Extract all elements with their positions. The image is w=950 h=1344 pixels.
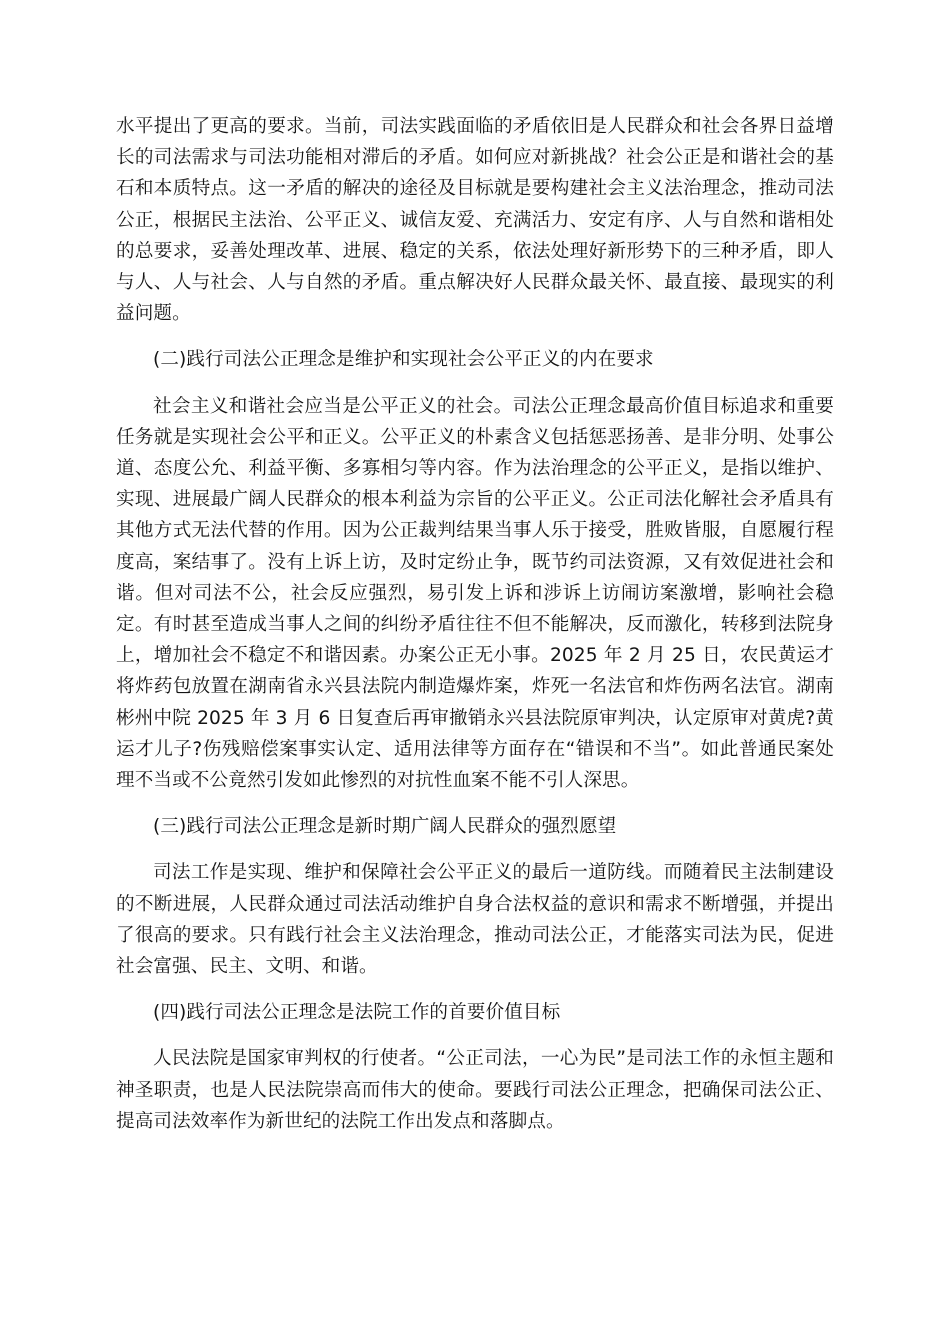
document-page bbox=[116, 111, 834, 1152]
section-heading-4: (四)践行司法公正理念是法院工作的首要价值目标 bbox=[153, 1002, 561, 1024]
paragraph-section-4: 人民法院是国家审判权的行使者。“公正司法，一心为民”是司法工作的永恒主题和神圣职责，也是人民法院崇高而伟大的使命。要践行司法公正理念，把确保司法公正、提高司法效率作为新世纪的法院工作出发点和落脚点。 bbox=[116, 1048, 834, 1132]
paragraph-intro: 水平提出了更高的要求。当前，司法实践面临的矛盾依旧是人民群众和社会各界日益增长的司法需求与司法功能相对滞后的矛盾。如何应对新挑战？社会公正是和谐社会的基石和本质特点。这一矛盾的解决的途径及目标就是要构建社会主义法治理念，推动司法公正，根据民主法治、公平正义、诚信友爱、充满活力、安定有序、人与自然和谐相处的总要求，妥善处理改革、进展、稳定的关系，依法处理好新形势下的三种矛盾，即人与人、人与社会、人与自然的矛盾。重点解决好人民群众最关怀、最直接、最现实的利益问题。 bbox=[116, 116, 834, 325]
section-heading-3: (三)践行司法公正理念是新时期广阔人民群众的强烈愿望 bbox=[153, 816, 617, 838]
section-heading-2: (二)践行司法公正理念是维护和实现社会公平正义的内在要求 bbox=[153, 349, 654, 371]
paragraph-section-3: 司法工作是实现、维护和保障社会公平正义的最后一道防线。而随着民主法制建设的不断进展，人民群众通过司法活动维护自身合法权益的意识和需求不断增强，并提出了很高的要求。只有践行社会主义法治理念，推动司法公正，才能落实司法为民，促进社会富强、民主、文明、和谐。 bbox=[116, 862, 834, 978]
paragraph-section-2: 社会主义和谐社会应当是公平正义的社会。司法公正理念最高价值目标追求和重要任务就是实现社会公平和正义。公平正义的朴素含义包括惩恶扬善、是非分明、处事公道、态度公允、利益平衡、多寡相匀等内容。作为法治理念的公平正义，是指以维护、实现、进展最广阔人民群众的根本利益为宗旨的公平正义。公正司法化解社会矛盾具有其他方式无法代替的作用。因为公正裁判结果当事人乐于接受，胜败皆服，自愿履行程度高，案结事了。没有上诉上访，及时定纷止争，既节约司法资源，又有效促进社会和谐。但对司法不公，社会反应强烈，易引发上诉和涉诉上访闹访案激增，影响社会稳定。有时甚至造成当事人之间的纠纷矛盾往往不但不能解决，反而激化，转移到法院身上，增加社会不稳定不和谐因素。办案公正无小事。2025 年 2 月 25 日，农民黄运才将炸药包放置在湖南省永兴县法院内制造爆炸案，炸死一名法官和炸伤两名法官。湖南彬州中院 2025 年 3 月 6 日复查后再审撤销永兴县法院原审判决，认定原审对黄虎?黄运才儿子?伤残赔偿案事实认定、适用法律等方面存在“错误和不当”。如此普通民案处理不当或不公竟然引发如此惨烈的对抗性血案不能不引人深思。 bbox=[116, 395, 834, 792]
